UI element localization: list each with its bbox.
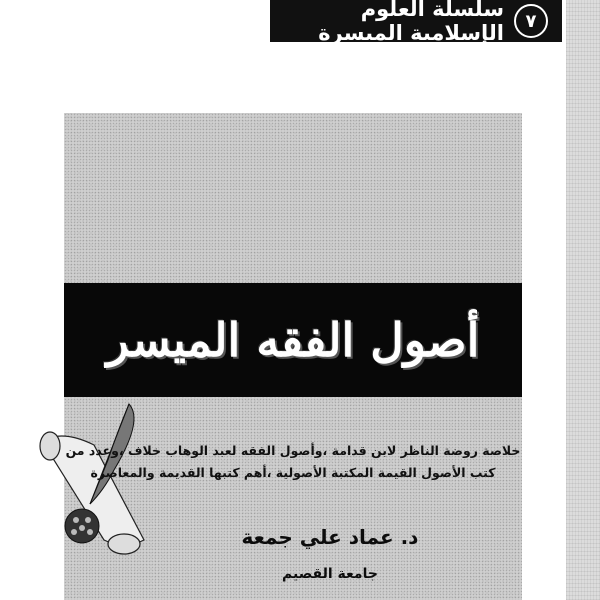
series-title: سلسلة العلوم الإسلامية الميسرة <box>318 0 504 45</box>
scan-edge-texture <box>566 0 600 600</box>
author-name: د. عماد علي جمعة <box>241 525 419 549</box>
series-banner <box>270 0 562 45</box>
author-affiliation: جامعة القصيم <box>282 566 378 582</box>
title-band <box>64 283 522 397</box>
book-title: أصول الفقه الميسر <box>106 313 480 367</box>
series-number-badge: ٧ <box>514 4 548 38</box>
book-description: خلاصة روضة الناظر لابن قدامة ،وأصول الفقه لعبد الوهاب خلاف ،وعدد من كتب الأصول القيمة المكتبة الأصولية ،أهم كتبها القديمة والمعاصرة <box>65 443 521 480</box>
